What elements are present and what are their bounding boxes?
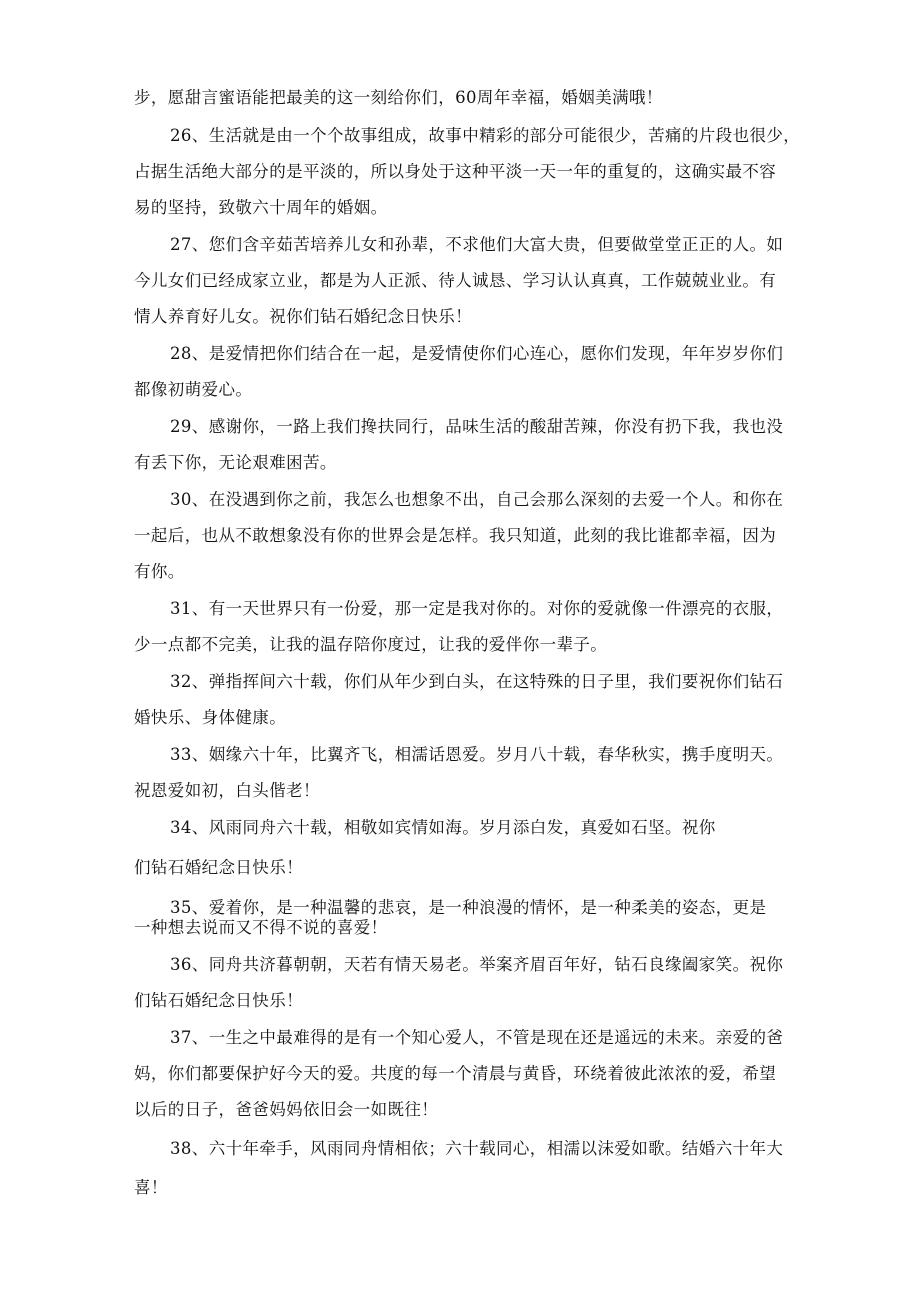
item-33-line-1: 33、姻缘六十年，比翼齐飞，相濡话恩爱。岁月八十载，春华秋实，携手度明天。	[170, 745, 784, 764]
item-35-line-1: 35、爱着你，是一种温馨的悲哀，是一种浪漫的情怀，是一种柔美的姿态，更是	[170, 898, 767, 917]
item-38-line-2: 喜！	[134, 1178, 168, 1197]
item-30-line-2: 一起后，也从不敢想象没有你的世界会是怎样。我只知道，此刻的我比谁都幸福，因为	[134, 526, 777, 545]
item-37-line-3: 以后的日子，爸爸妈妈依旧会一如既往！	[134, 1100, 439, 1119]
item-28-line-1: 28、是爱情把你们结合在一起，是爱情使你们心连心，愿你们发现，年年岁岁你们	[170, 344, 784, 363]
item-35-line-2: 一种想去说而又不得不说的喜爱！	[134, 918, 388, 937]
item-31-line-2: 少一点都不完美，让我的温存陪你度过，让我的爱伴你一辈子。	[134, 635, 608, 654]
item-36-line-1: 36、同舟共济暮朝朝，天若有情天易老。举案齐眉百年好，钻石良缘阖家笑。祝你	[170, 955, 784, 974]
item-26-line-2: 占据生活绝大部分的是平淡的，所以身处于这种平淡一天一年的重复的，这确实最不容	[134, 162, 777, 181]
item-33-line-2: 祝恩爱如初，白头偕老！	[134, 781, 320, 800]
item-32-line-1: 32、弹指挥间六十载，你们从年少到白头，在这特殊的日子里，我们要祝你们钻石	[170, 672, 784, 691]
item-27-line-2: 今儿女们已经成家立业，都是为人正派、待人诚恳、学习认认真真，工作兢兢业业。有	[134, 271, 777, 290]
item-34-line-1: 34、风雨同舟六十载，相敬如宾情如海。岁月添白发，真爱如石坚。祝你	[170, 818, 716, 837]
item-29-line-1: 29、感谢你，一路上我们搀扶同行，品味生活的酸甜苦辣，你没有扔下我，我也没	[170, 417, 784, 436]
item-34-line-2: 们钻石婚纪念日快乐！	[134, 858, 303, 877]
item-29-line-2: 有丢下你，无论艰难困苦。	[134, 453, 337, 472]
item-32-line-2: 婚快乐、身体健康。	[134, 708, 287, 727]
item-31-line-1: 31、有一天世界只有一份爱，那一定是我对你的。对你的爱就像一件漂亮的衣服，	[170, 599, 784, 618]
item-26-line-3: 易的坚持，致敬六十周年的婚姻。	[134, 198, 388, 217]
item-26-line-1: 26、生活就是由一个个故事组成，故事中精彩的部分可能很少，苦痛的片段也很少，	[170, 126, 801, 145]
item-30-line-1: 30、在没遇到你之前，我怎么也想象不出，自己会那么深刻的去爱一个人。和你在	[170, 490, 784, 509]
item-37-line-1: 37、一生之中最难得的是有一个知心爱人，不管是现在还是遥远的未来。亲爱的爸	[170, 1028, 784, 1047]
item-30-line-3: 有你。	[134, 562, 185, 581]
item-36-line-2: 们钻石婚纪念日快乐！	[134, 991, 303, 1010]
item-37-line-2: 妈，你们都要保护好今天的爱。共度的每一个清晨与黄昏，环绕着彼此浓浓的爱，希望	[134, 1064, 777, 1083]
item-27-line-1: 27、您们含辛茹苦培养儿女和孙辈，不求他们大富大贵，但要做堂堂正正的人。如	[170, 235, 784, 254]
item-27-line-3: 情人养育好儿女。祝你们钻石婚纪念日快乐！	[134, 307, 472, 326]
text-line: 步，愿甜言蜜语能把最美的这一刻给你们，60周年幸福，婚姻美满哦！	[134, 88, 663, 107]
item-38-line-1: 38、六十年牵手，风雨同舟情相依；六十载同心，相濡以沫爱如歌。结婚六十年大	[170, 1139, 784, 1158]
item-28-line-2: 都像初萌爱心。	[134, 380, 253, 399]
